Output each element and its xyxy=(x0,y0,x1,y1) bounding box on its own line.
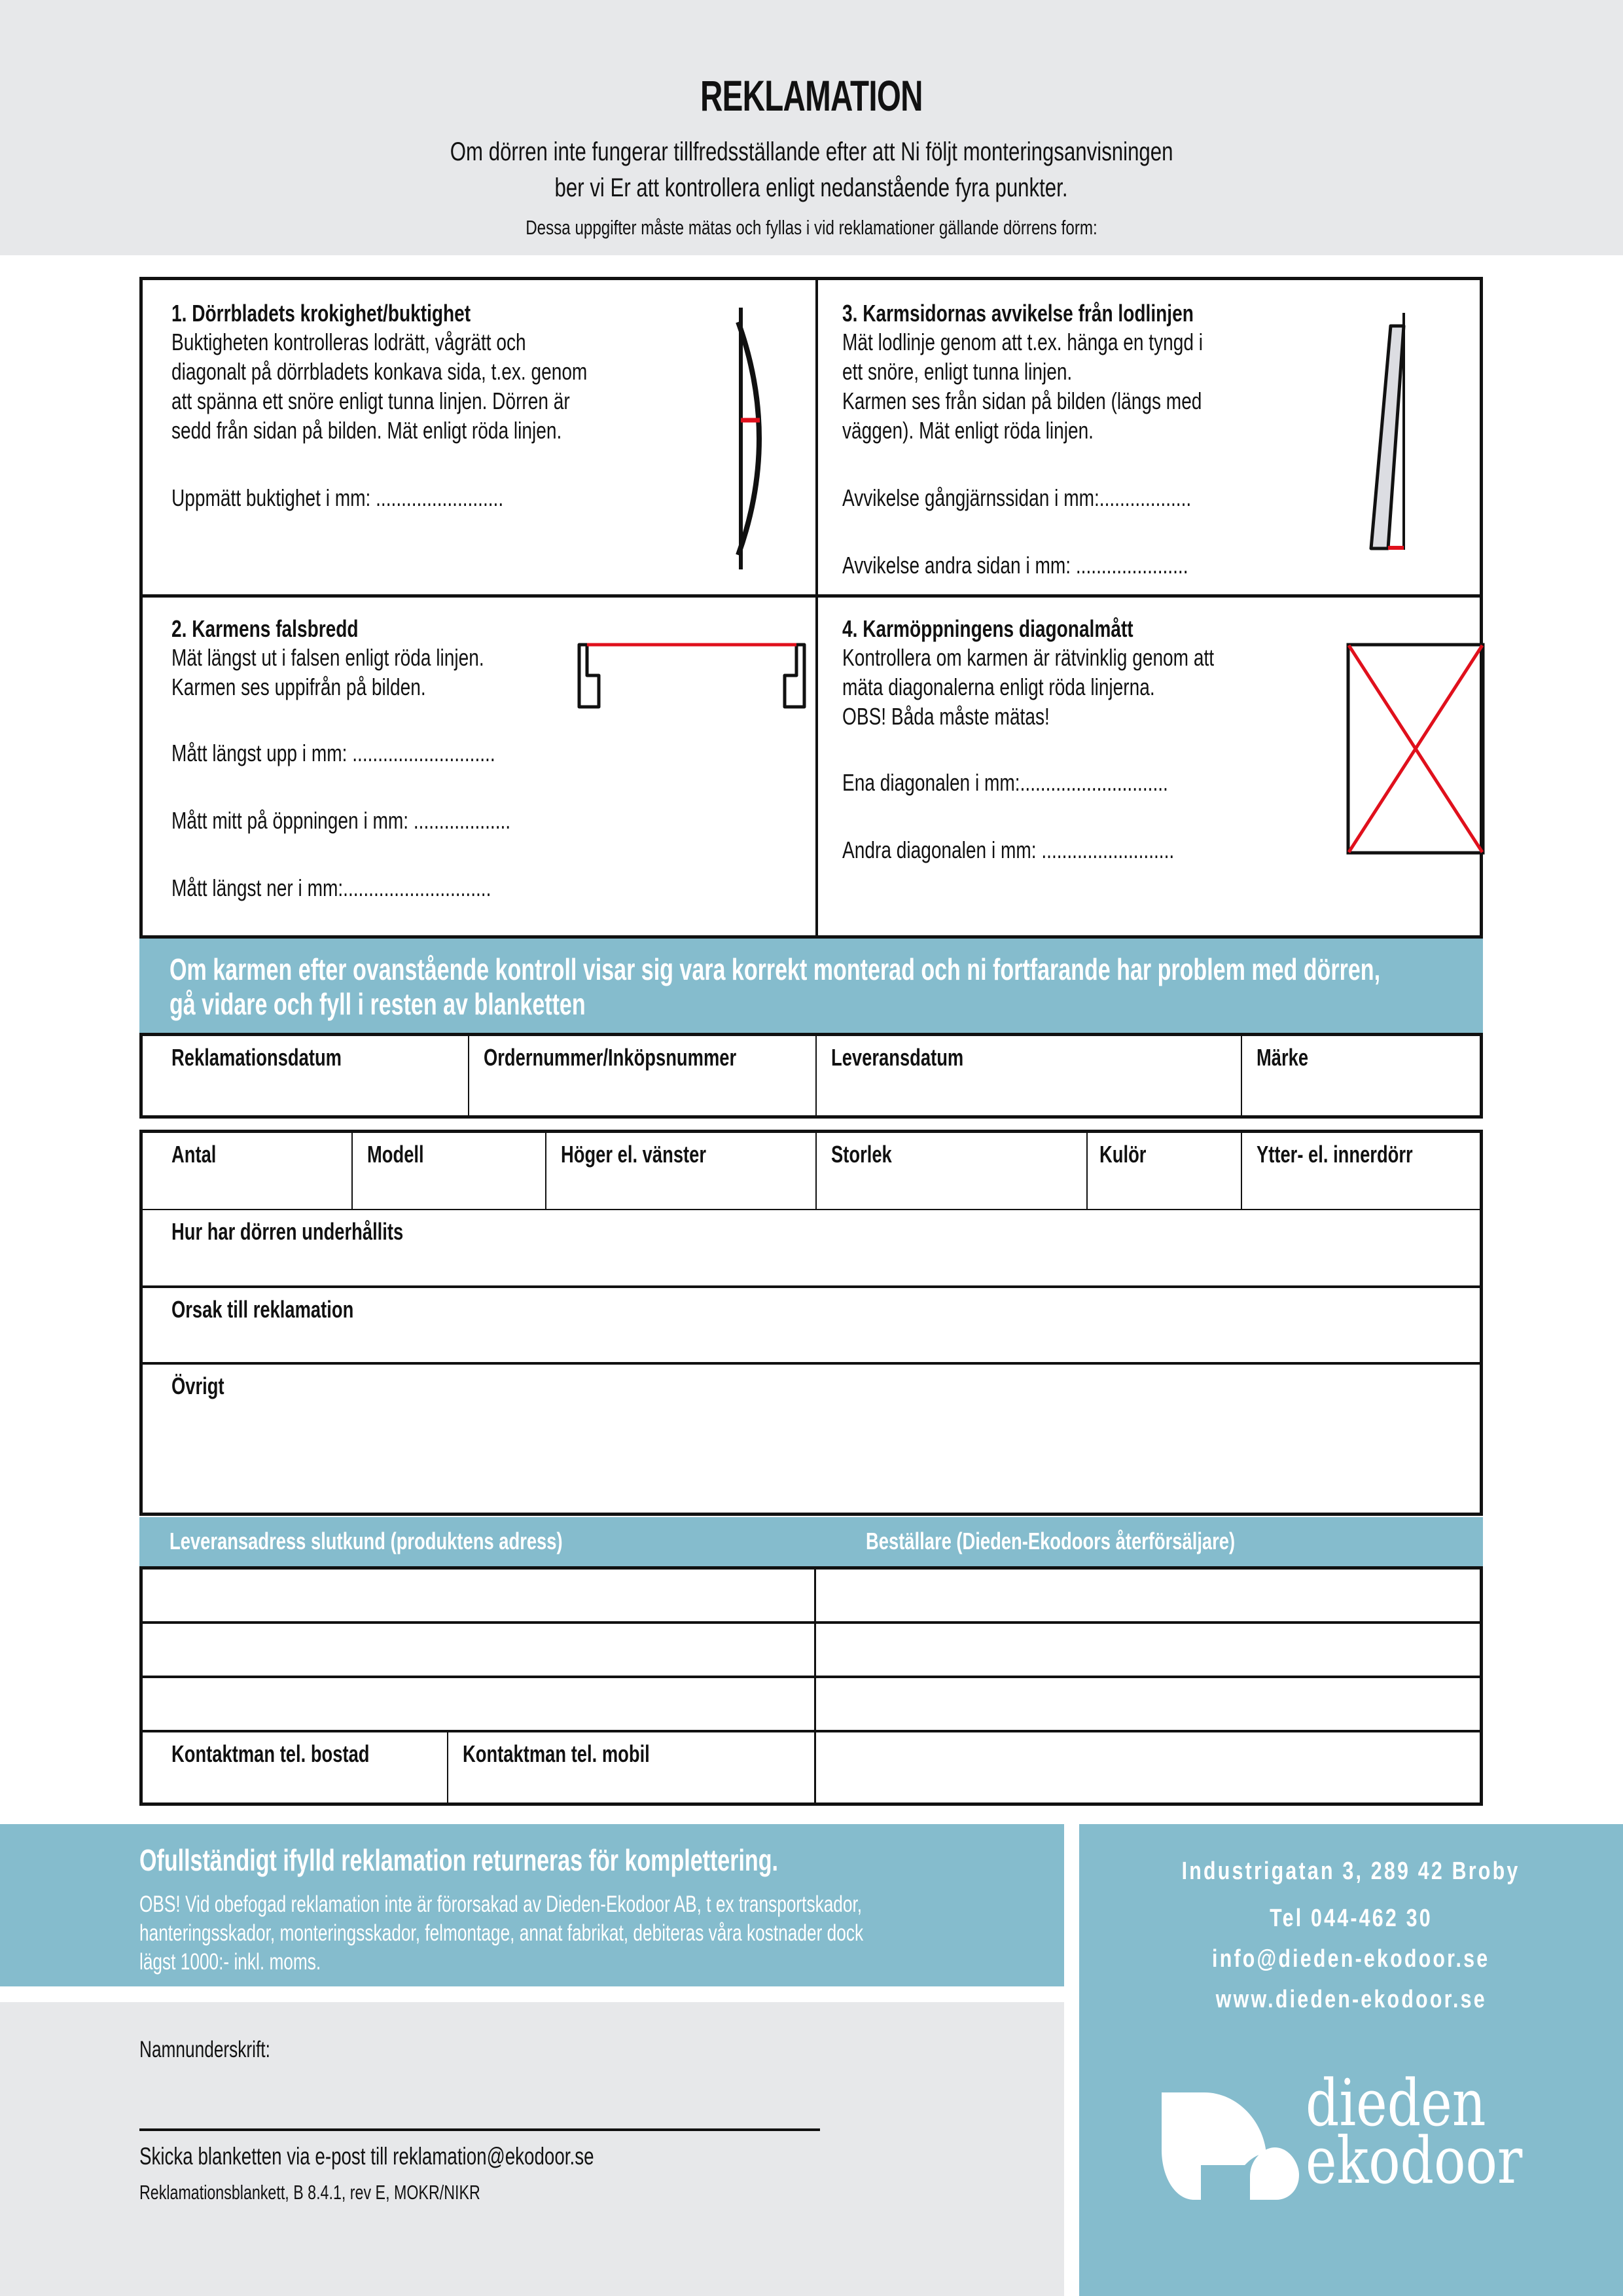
notice-line-2: hanteringsskador, monteringsskador, felmontage, annat fabrikat, debiteras våra kostnader dock xyxy=(139,1920,864,1946)
send-instructions: Skicka blanketten via e-post till reklamation@ekodoor.se xyxy=(139,2143,594,2170)
company-address: Industrigatan 3, 289 42 Broby xyxy=(1182,1857,1520,1885)
intro-text-line-2: ber vi Er att kontrollera enligt nedanstående fyra punkter. xyxy=(555,173,1068,202)
other-field[interactable]: Övrigt xyxy=(171,1372,224,1399)
other-side-deviation-field[interactable]: Avvikelse andra sidan i mm: ...................... xyxy=(842,552,1188,579)
hinge-side-deviation-field[interactable]: Avvikelse gångjärnssidan i mm:.................. xyxy=(842,484,1192,511)
rebate-bottom-field[interactable]: Mått längst ner i mm:............................. xyxy=(171,874,491,901)
door-type-cell[interactable]: Ytter- el. innerdörr xyxy=(1241,1133,1480,1209)
delivery-address-line-1[interactable] xyxy=(143,1570,814,1621)
signature-label: Namnunderskrift: xyxy=(139,2037,270,2062)
panel-title: 3. Karmsidornas avvikelse från lodlinjen xyxy=(842,300,1194,327)
orderer-line-4[interactable] xyxy=(816,1732,1480,1803)
panel-description: Buktigheten kontrolleras lodrätt, vågrätt och diagonalt på dörrbladets konkava sida, t.ex. genom att spänna ett snöre enligt tunna linjen. Dörren är sedd från sidan på bilden. Mät enligt röda linjen. xyxy=(171,329,588,444)
rebate-top-field[interactable]: Mått längst upp i mm: ............................ xyxy=(171,740,495,766)
contact-mobile-phone-field[interactable]: Kontaktman tel. mobil xyxy=(463,1740,650,1767)
measurement-panels xyxy=(139,277,1483,939)
rebate-middle-field[interactable]: Mått mitt på öppningen i mm: ................... xyxy=(171,807,511,834)
panel-description: Mät längst ut i falsen enligt röda linjen. Karmen ses uppifrån på bilden. xyxy=(171,644,484,700)
diagonal-one-field[interactable]: Ena diagonalen i mm:............................. xyxy=(842,769,1168,796)
plumb-line-icon xyxy=(1366,313,1418,555)
panel-frame-plumb xyxy=(842,300,1510,588)
continue-instructions-banner xyxy=(139,939,1483,1034)
order-number-cell[interactable]: Ordernummer/Inköpsnummer xyxy=(468,1036,815,1115)
logo-mark-icon xyxy=(1158,2091,1299,2206)
panel-door-curvature xyxy=(171,300,839,588)
panel-rebate-width xyxy=(171,615,839,936)
frame-rebate-icon xyxy=(577,641,813,713)
intro-text-line-3: Dessa uppgifter måste mätas och fyllas i vid reklamationer gällande dörrens form: xyxy=(526,216,1097,239)
panel-title: 4. Karmöppningens diagonalmått xyxy=(842,615,1133,642)
order-info-table xyxy=(139,1033,1483,1119)
contact-panel xyxy=(1079,1824,1623,2296)
address-header-band xyxy=(139,1517,1483,1567)
orderer-line-2[interactable] xyxy=(816,1624,1480,1676)
product-columns-row xyxy=(143,1133,1480,1209)
form-revision: Reklamationsblankett, B 8.4.1, rev E, MOKR/NIKR xyxy=(139,2181,480,2204)
model-cell[interactable]: Modell xyxy=(351,1133,545,1209)
banner-line-1: Om karmen efter ovanstående kontroll visar sig vara korrekt monterad och ni fortfarande har problem med dörren, xyxy=(169,952,1381,986)
notice-line-3: lägst 1000:- inkl. moms. xyxy=(139,1949,321,1975)
brand-cell[interactable]: Märke xyxy=(1241,1036,1480,1115)
color-cell[interactable]: Kulör xyxy=(1086,1133,1241,1209)
claim-reason-field[interactable]: Orsak till reklamation xyxy=(171,1296,354,1323)
delivery-date-cell[interactable]: Leveransdatum xyxy=(815,1036,1241,1115)
product-info-table xyxy=(139,1130,1483,1516)
intro-text-line-1: Om dörren inte fungerar tillfredsställande efter att Ni följt monteringsanvisningen xyxy=(450,137,1173,166)
panel-title: 2. Karmens falsbredd xyxy=(171,615,359,642)
incomplete-notice-title: Ofullständigt ifylld reklamation returneras för komplettering. xyxy=(139,1843,778,1877)
curved-door-blade-icon xyxy=(715,308,767,583)
signature-line[interactable] xyxy=(139,2128,820,2131)
address-table xyxy=(139,1566,1483,1806)
delivery-address-line-3[interactable] xyxy=(143,1678,814,1730)
orderer-line-3[interactable] xyxy=(816,1678,1480,1730)
company-phone: Tel 044-462 30 xyxy=(1270,1905,1433,1932)
panel-description: Kontrollera om karmen är rätvinklig genom att mäta diagonalerna enligt röda linjerna. OBS! Båda måste mätas! xyxy=(842,644,1215,730)
company-website[interactable]: www.dieden-ekodoor.se xyxy=(1215,1986,1487,2013)
company-logo xyxy=(1158,2066,1551,2212)
delivery-address-line-2[interactable] xyxy=(143,1624,814,1676)
orderer-line-1[interactable] xyxy=(816,1570,1480,1621)
handing-cell[interactable]: Höger el. vänster xyxy=(545,1133,815,1209)
size-cell[interactable]: Storlek xyxy=(815,1133,1086,1209)
company-email[interactable]: info@dieden-ekodoor.se xyxy=(1212,1945,1490,1973)
panel-diagonal xyxy=(842,615,1510,936)
maintenance-field[interactable]: Hur har dörren underhållits xyxy=(171,1218,404,1245)
curvature-mm-field[interactable]: Uppmätt buktighet i mm: ......................... xyxy=(171,484,504,511)
panel-title: 1. Dörrbladets krokighet/buktighet xyxy=(171,300,471,327)
notice-line-1: OBS! Vid obefogad reklamation inte är förorsakad av Dieden-Ekodoor AB, t ex transportskador, xyxy=(139,1892,863,1917)
banner-line-2: gå vidare och fyll i resten av blanketten xyxy=(169,987,586,1021)
diagonal-cross-icon xyxy=(1346,643,1485,855)
diagonal-two-field[interactable]: Andra diagonalen i mm: .......................... xyxy=(842,836,1175,863)
delivery-address-header: Leveransadress slutkund (produktens adress) xyxy=(169,1528,563,1554)
panel-description: Mät lodlinje genom att t.ex. hänga en tyngd i ett snöre, enligt tunna linjen. Karmen ses från sidan på bilden (längs med väggen). Mät enligt röda linjen. xyxy=(842,329,1204,444)
claim-date-cell[interactable]: Reklamationsdatum xyxy=(171,1044,342,1071)
contact-home-phone-field[interactable]: Kontaktman tel. bostad xyxy=(143,1732,448,1803)
quantity-cell[interactable]: Antal xyxy=(171,1141,217,1168)
panel-divider-horizontal xyxy=(143,594,1480,598)
page-title: REKLAMATION xyxy=(700,71,923,120)
orderer-header: Beställare (Dieden-Ekodoors återförsäljare) xyxy=(866,1528,1236,1554)
logo-wordmark: dieden ekodoor xyxy=(1306,2066,1523,2198)
